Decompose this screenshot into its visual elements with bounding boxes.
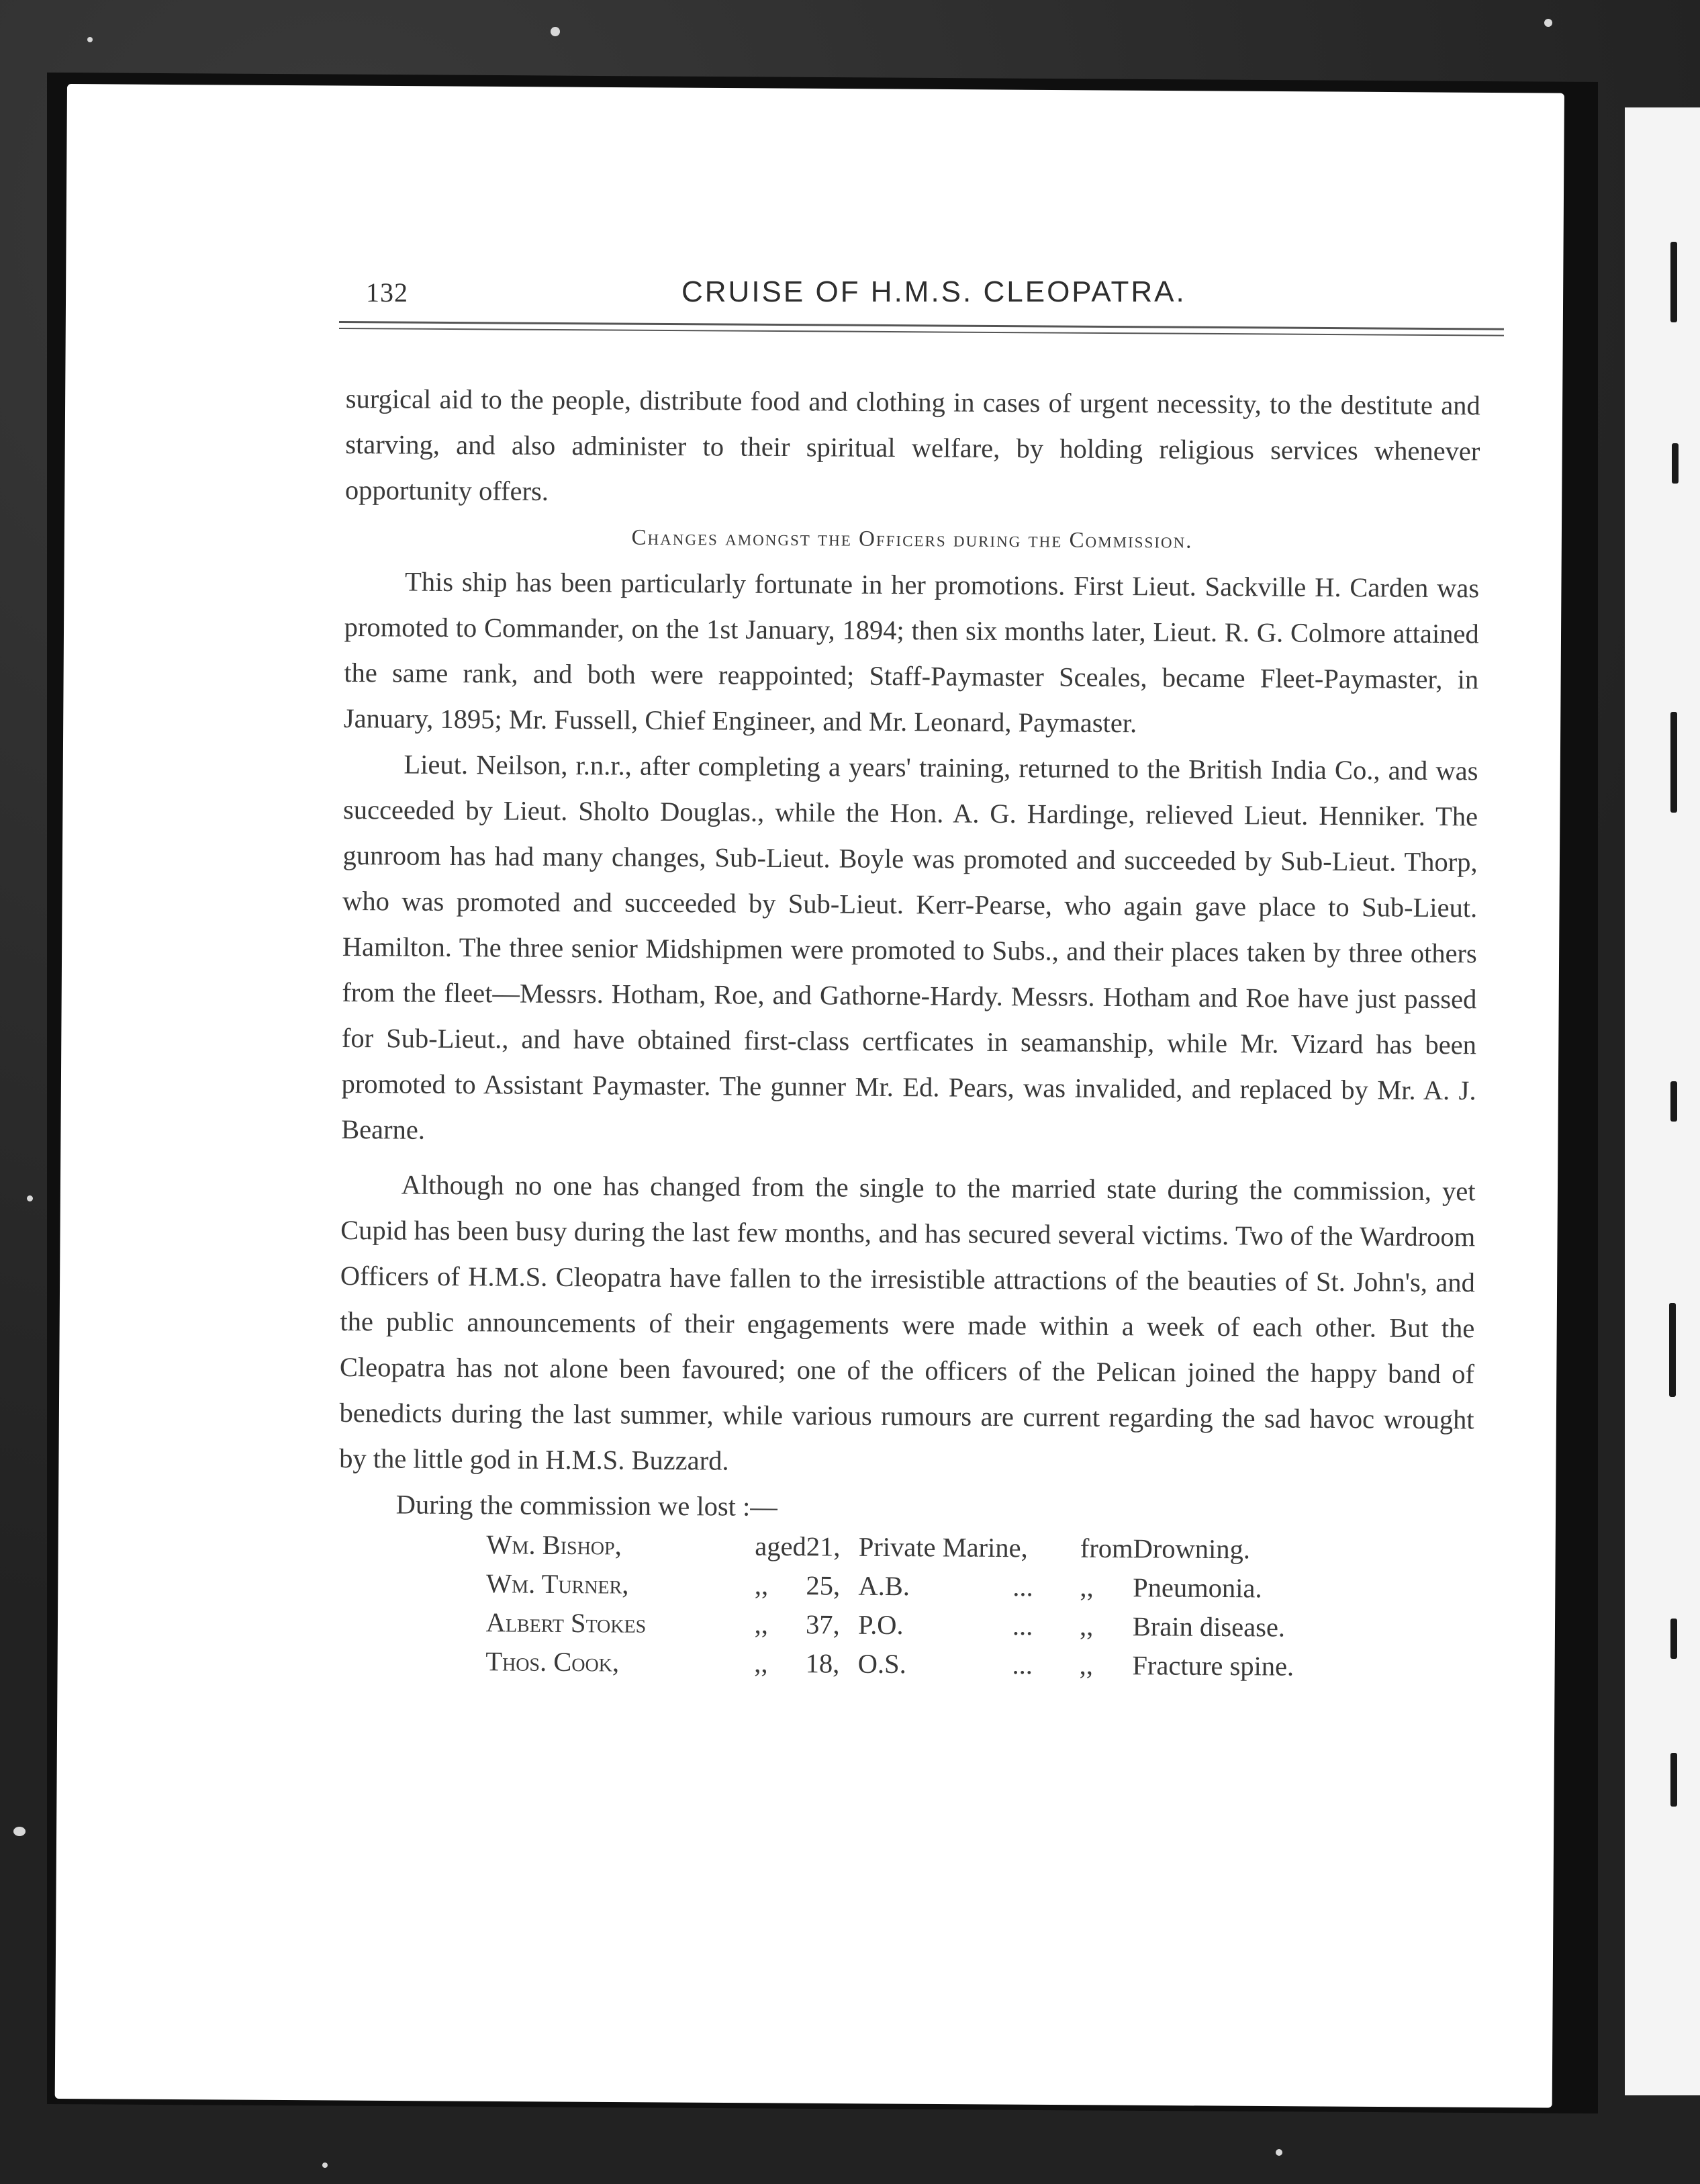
section-heading: Changes amongst the Officers during the Commission. (631, 525, 1193, 553)
binding-mark (1670, 1619, 1677, 1659)
binding-mark (1669, 1303, 1676, 1397)
dust-speck (13, 1827, 26, 1836)
table-row (485, 1603, 1294, 1647)
casualty-dots: ... (1012, 1572, 1033, 1602)
casualty-cause: Drowning. (1133, 1533, 1251, 1565)
casualty-dots: ... (1012, 1610, 1033, 1641)
casualty-rating: Private Marine, (858, 1531, 1028, 1563)
running-title: CRUISE OF H.M.S. CLEOPATRA. (681, 275, 1186, 308)
paragraph: Lieut. Neilson, r.n.r., after completing a years' training, returned to the British India Co., and was succeeded by Lieut. Sholto Douglas., while the Hon. A. G. Hardinge, relieved Lieut. Henniker. The gunroom has had many changes, Sub-Lieut. Boyle was promoted and succeeded by Sub-Lieut. Thorp, who was promoted and succeeded by Sub-Lieut. Kerr-Pearse, who again gave place to Sub-Lieut. Hamilton. The three senior Midshipmen were promoted to Subs., and their places taken by three others from the fleet—Messrs. Hotham, Roe, and Gathorne-Hardy. Messrs. Hotham and Roe have just passed for Sub-Lieut., and have obtained first-class certficates in seamanship, while Mr. Vizard has been promoted to Assistant Paymaster. The gunner Mr. Ed. Pears, was invalided, and replaced by Mr. A. J. Bearne. (341, 749, 1478, 1145)
page-header (366, 270, 1507, 310)
page-number: 132 (366, 277, 408, 308)
dust-speck (87, 37, 93, 42)
page-body (338, 376, 1480, 1687)
casualty-cause: Fracture spine. (1132, 1650, 1294, 1682)
paragraph: Although no one has changed from the single to the married state during the commission, yet Cupid has been busy during the last few months, and has secured several victims. Two of the Wardroom Officers of H.M.S. Cleopatra have fallen to the irresistible attractions of the beauties of St. John's, and the public announcements of their engagements were made within a week of each other. But the Cleopatra has not alone been favoured; one of the officers of the Pelican joined the happy band of benedicts during the last summer, while various rumours are current regarding the sad havoc wrought by the little god in H.M.S. Buzzard. (339, 1169, 1476, 1476)
casualty-cause: Brain disease. (1132, 1611, 1286, 1643)
casualty-age: 18, (805, 1648, 840, 1679)
binding-mark (1670, 712, 1677, 813)
dust-speck (27, 1195, 33, 1201)
casualty-ditto: ,, (754, 1569, 769, 1600)
table-row (485, 1642, 1294, 1686)
casualty-from: from (1080, 1533, 1133, 1564)
casualty-ditto: ,, (754, 1647, 768, 1678)
casualty-rating: O.S. (857, 1648, 906, 1680)
casualty-name: Wm. Bishop, (486, 1529, 622, 1561)
binding-mark (1672, 443, 1679, 484)
casualty-ditto: aged (755, 1531, 806, 1562)
casualty-name: Thos. Cook, (485, 1646, 620, 1678)
casualty-ditto-from: ,, (1079, 1649, 1094, 1680)
casualty-age: 37, (805, 1609, 840, 1640)
casualty-table (485, 1525, 1294, 1686)
binding-mark (1670, 1753, 1677, 1807)
casualty-name: Albert Stokes (485, 1607, 647, 1639)
casualty-cause: Pneumonia. (1133, 1572, 1262, 1604)
binding-mark (1670, 242, 1677, 322)
casualty-rating: P.O. (857, 1609, 904, 1641)
adjacent-page-edge (1625, 107, 1700, 2095)
casualty-rating: A.B. (858, 1570, 910, 1602)
table-row (486, 1564, 1294, 1608)
dust-speck (551, 27, 560, 36)
casualty-ditto-from: ,, (1080, 1572, 1094, 1602)
paragraph: This ship has been particularly fortunate in her promotions. First Lieut. Sackville H. Carden was promoted to Commander, on the 1st January, 1894; then six months later, Lieut. R. G. Colmore attained the same rank, and both were reappointed; Staff-Paymaster Sceales, became Fleet-Paymaster, in January, 1895; Mr. Fussell, Chief Engineer, and Mr. Leonard, Paymaster. (343, 566, 1480, 739)
dust-speck (1276, 2149, 1282, 2156)
paragraph: surgical aid to the people, distribute food and clothing in cases of urgent necessity, to the destitute and starving, and also administer to their spiritual welfare, by holding religious services whenever opportunity offers. (344, 383, 1480, 506)
casualty-ditto: ,, (754, 1608, 769, 1639)
casualty-dots: ... (1012, 1649, 1033, 1680)
dust-speck (1544, 19, 1552, 27)
casualty-ditto-from: ,, (1079, 1610, 1094, 1641)
binding-mark (1670, 1081, 1677, 1122)
casualty-name: Wm. Turner, (485, 1568, 629, 1600)
casualty-age: 25, (806, 1570, 841, 1601)
casualty-intro: During the commission we lost :— (395, 1489, 777, 1522)
table-row (486, 1525, 1294, 1569)
casualty-age: 21, (806, 1531, 841, 1562)
dust-speck (322, 2163, 328, 2168)
